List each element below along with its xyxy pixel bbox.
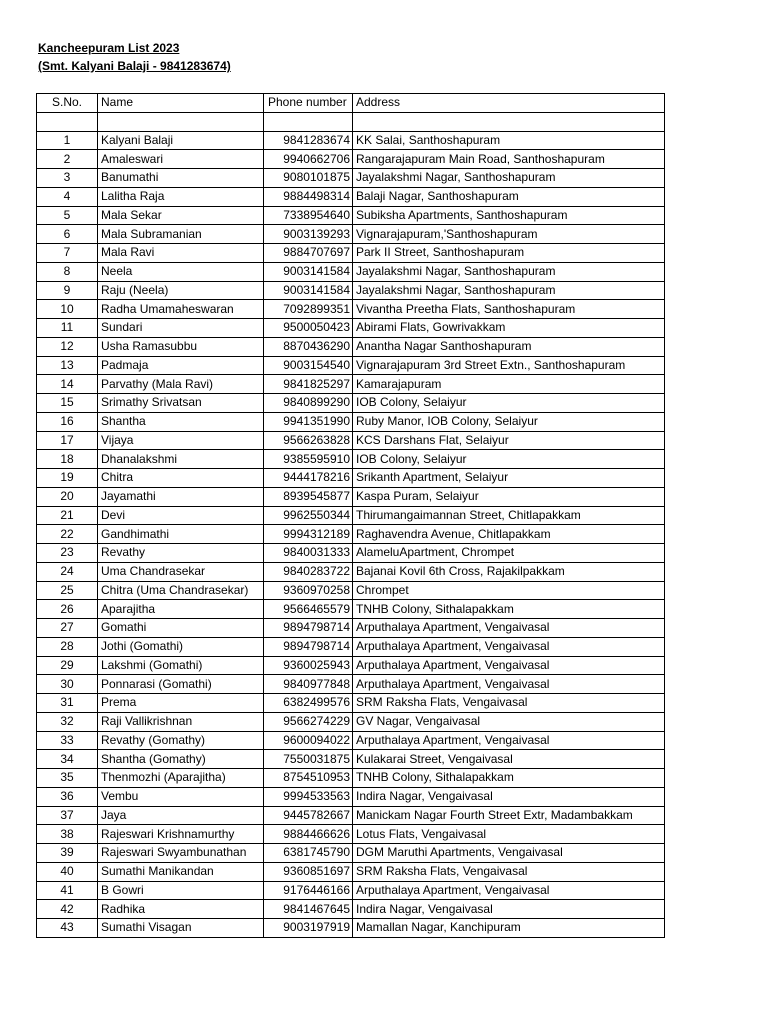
sno-cell: 17	[37, 431, 98, 450]
sno-cell: 33	[37, 731, 98, 750]
name-cell: Mala Ravi	[98, 244, 264, 263]
address-cell: AlameluApartment, Chrompet	[353, 544, 665, 563]
sno-cell: 36	[37, 787, 98, 806]
phone-cell: 9994533563	[264, 787, 353, 806]
address-cell: Mamallan Nagar, Kanchipuram	[353, 919, 665, 938]
address-cell: Anantha Nagar Santhoshapuram	[353, 337, 665, 356]
list-subtitle: (Smt. Kalyani Balaji - 9841283674)	[38, 59, 231, 73]
sno-cell: 39	[37, 844, 98, 863]
address-cell: Rangarajapuram Main Road, Santhoshapuram	[353, 150, 665, 169]
address-cell: DGM Maruthi Apartments, Vengaivasal	[353, 844, 665, 863]
column-header-sno: S.No.	[37, 94, 98, 113]
table-row	[37, 544, 665, 563]
table-row	[37, 300, 665, 319]
name-cell: Radhika	[98, 900, 264, 919]
sno-cell: 23	[37, 544, 98, 563]
sno-cell: 19	[37, 469, 98, 488]
address-cell: KCS Darshans Flat, Selaiyur	[353, 431, 665, 450]
table-row	[37, 712, 665, 731]
table-row	[37, 206, 665, 225]
phone-cell: 9884707697	[264, 244, 353, 263]
name-cell: Rajeswari Krishnamurthy	[98, 825, 264, 844]
address-cell: Arputhalaya Apartment, Vengaivasal	[353, 656, 665, 675]
address-cell: Abirami Flats, Gowrivakkam	[353, 319, 665, 338]
phone-cell: 9385595910	[264, 450, 353, 469]
name-cell: Lakshmi (Gomathi)	[98, 656, 264, 675]
address-cell: Jayalakshmi Nagar, Santhoshapuram	[353, 281, 665, 300]
sno-cell: 2	[37, 150, 98, 169]
table-row	[37, 919, 665, 938]
sno-cell: 20	[37, 487, 98, 506]
sno-cell: 10	[37, 300, 98, 319]
sno-cell: 15	[37, 394, 98, 413]
phone-cell: 9445782667	[264, 806, 353, 825]
table-row	[37, 900, 665, 919]
name-cell: Srimathy Srivatsan	[98, 394, 264, 413]
name-cell: Kalyani Balaji	[98, 131, 264, 150]
column-header-phone: Phone number	[264, 94, 353, 113]
table-row	[37, 225, 665, 244]
address-cell: Raghavendra Avenue, Chitlapakkam	[353, 525, 665, 544]
phone-cell: 9894798714	[264, 619, 353, 638]
name-cell: Lalitha Raja	[98, 187, 264, 206]
phone-cell: 9841467645	[264, 900, 353, 919]
name-cell: Sundari	[98, 319, 264, 338]
sno-cell: 43	[37, 919, 98, 938]
sno-cell: 11	[37, 319, 98, 338]
address-cell: IOB Colony, Selaiyur	[353, 450, 665, 469]
table-row	[37, 412, 665, 431]
sno-cell: 32	[37, 712, 98, 731]
sno-cell: 28	[37, 637, 98, 656]
address-cell: Arputhalaya Apartment, Vengaivasal	[353, 637, 665, 656]
address-cell: Arputhalaya Apartment, Vengaivasal	[353, 881, 665, 900]
phone-cell: 9841825297	[264, 375, 353, 394]
table-row	[37, 825, 665, 844]
name-cell: Vijaya	[98, 431, 264, 450]
name-cell: Padmaja	[98, 356, 264, 375]
phone-cell: 8754510953	[264, 769, 353, 788]
sno-cell: 9	[37, 281, 98, 300]
phone-cell: 7550031875	[264, 750, 353, 769]
phone-cell: 9003197919	[264, 919, 353, 938]
blank-row	[37, 112, 665, 131]
sno-cell: 42	[37, 900, 98, 919]
name-cell: Mala Sekar	[98, 206, 264, 225]
phone-cell: 9176446166	[264, 881, 353, 900]
name-cell: Thenmozhi (Aparajitha)	[98, 769, 264, 788]
address-cell: Balaji Nagar, Santhoshapuram	[353, 187, 665, 206]
phone-cell: 6381745790	[264, 844, 353, 863]
sno-cell: 30	[37, 675, 98, 694]
address-cell: Srikanth Apartment, Selaiyur	[353, 469, 665, 488]
address-cell: SRM Raksha Flats, Vengaivasal	[353, 694, 665, 713]
name-cell: Mala Subramanian	[98, 225, 264, 244]
phone-cell: 9884466626	[264, 825, 353, 844]
name-cell: Amaleswari	[98, 150, 264, 169]
sno-cell: 13	[37, 356, 98, 375]
table-row	[37, 581, 665, 600]
blank-cell	[98, 112, 264, 131]
sno-cell: 4	[37, 187, 98, 206]
name-cell: Ponnarasi (Gomathi)	[98, 675, 264, 694]
sno-cell: 29	[37, 656, 98, 675]
phone-cell: 8870436290	[264, 337, 353, 356]
phone-cell: 9566465579	[264, 600, 353, 619]
table-row	[37, 431, 665, 450]
phone-cell: 7338954640	[264, 206, 353, 225]
table-row	[37, 375, 665, 394]
phone-cell: 8939545877	[264, 487, 353, 506]
name-cell: Uma Chandrasekar	[98, 562, 264, 581]
table-row	[37, 675, 665, 694]
address-cell: Arputhalaya Apartment, Vengaivasal	[353, 731, 665, 750]
address-cell: GV Nagar, Vengaivasal	[353, 712, 665, 731]
address-cell: Vivantha Preetha Flats, Santhoshapuram	[353, 300, 665, 319]
table-row	[37, 881, 665, 900]
phone-cell: 9941351990	[264, 412, 353, 431]
address-cell: Jayalakshmi Nagar, Santhoshapuram	[353, 169, 665, 188]
address-cell: Lotus Flats, Vengaivasal	[353, 825, 665, 844]
blank-cell	[353, 112, 665, 131]
table-row	[37, 487, 665, 506]
phone-cell: 9080101875	[264, 169, 353, 188]
sno-cell: 35	[37, 769, 98, 788]
address-cell: Vignarajapuram,'Santhoshapuram	[353, 225, 665, 244]
phone-cell: 9003139293	[264, 225, 353, 244]
table-row	[37, 356, 665, 375]
phone-cell: 9360851697	[264, 862, 353, 881]
table-row	[37, 450, 665, 469]
list-title: Kancheepuram List 2023	[38, 41, 180, 55]
sno-cell: 3	[37, 169, 98, 188]
address-cell: Kamarajapuram	[353, 375, 665, 394]
table-row	[37, 131, 665, 150]
name-cell: Revathy (Gomathy)	[98, 731, 264, 750]
name-cell: B Gowri	[98, 881, 264, 900]
sno-cell: 21	[37, 506, 98, 525]
table-row	[37, 469, 665, 488]
name-cell: Aparajitha	[98, 600, 264, 619]
address-cell: IOB Colony, Selaiyur	[353, 394, 665, 413]
phone-cell: 9444178216	[264, 469, 353, 488]
address-cell: Subiksha Apartments, Santhoshapuram	[353, 206, 665, 225]
phone-cell: 9500050423	[264, 319, 353, 338]
phone-cell: 9566274229	[264, 712, 353, 731]
header-row	[37, 94, 665, 113]
name-cell: Raji Vallikrishnan	[98, 712, 264, 731]
address-cell: SRM Raksha Flats, Vengaivasal	[353, 862, 665, 881]
address-cell: Jayalakshmi Nagar, Santhoshapuram	[353, 262, 665, 281]
sno-cell: 8	[37, 262, 98, 281]
table-row	[37, 394, 665, 413]
blank-cell	[264, 112, 353, 131]
phone-cell: 9566263828	[264, 431, 353, 450]
address-cell: Chrompet	[353, 581, 665, 600]
address-cell: Kaspa Puram, Selaiyur	[353, 487, 665, 506]
name-cell: Sumathi Manikandan	[98, 862, 264, 881]
sno-cell: 5	[37, 206, 98, 225]
blank-cell	[37, 112, 98, 131]
name-cell: Raju (Neela)	[98, 281, 264, 300]
document-heading	[38, 39, 231, 75]
sno-cell: 37	[37, 806, 98, 825]
name-cell: Rajeswari Swyambunathan	[98, 844, 264, 863]
table-row	[37, 262, 665, 281]
address-cell: Arputhalaya Apartment, Vengaivasal	[353, 675, 665, 694]
name-cell: Radha Umamaheswaran	[98, 300, 264, 319]
name-cell: Shantha	[98, 412, 264, 431]
table-row	[37, 806, 665, 825]
table-row	[37, 319, 665, 338]
name-cell: Prema	[98, 694, 264, 713]
phone-cell: 9003154540	[264, 356, 353, 375]
address-cell: Ruby Manor, IOB Colony, Selaiyur	[353, 412, 665, 431]
name-cell: Jaya	[98, 806, 264, 825]
table-row	[37, 787, 665, 806]
name-cell: Devi	[98, 506, 264, 525]
table-row	[37, 619, 665, 638]
sno-cell: 38	[37, 825, 98, 844]
address-cell: Kulakarai Street, Vengaivasal	[353, 750, 665, 769]
name-cell: Vembu	[98, 787, 264, 806]
phone-cell: 7092899351	[264, 300, 353, 319]
address-cell: Vignarajapuram 3rd Street Extn., Santhoshapuram	[353, 356, 665, 375]
phone-cell: 9840977848	[264, 675, 353, 694]
sno-cell: 1	[37, 131, 98, 150]
name-cell: Chitra	[98, 469, 264, 488]
address-cell: TNHB Colony, Sithalapakkam	[353, 600, 665, 619]
address-cell: Manickam Nagar Fourth Street Extr, Madambakkam	[353, 806, 665, 825]
table-row	[37, 656, 665, 675]
address-cell: Arputhalaya Apartment, Vengaivasal	[353, 619, 665, 638]
sno-cell: 22	[37, 525, 98, 544]
table-row	[37, 637, 665, 656]
phone-cell: 9360025943	[264, 656, 353, 675]
table-row	[37, 337, 665, 356]
name-cell: Jothi (Gomathi)	[98, 637, 264, 656]
phone-cell: 9884498314	[264, 187, 353, 206]
address-cell: Indira Nagar, Vengaivasal	[353, 900, 665, 919]
table-row	[37, 169, 665, 188]
phone-cell: 9360970258	[264, 581, 353, 600]
table-row	[37, 506, 665, 525]
table-row	[37, 750, 665, 769]
address-cell: Thirumangaimannan Street, Chitlapakkam	[353, 506, 665, 525]
sno-cell: 24	[37, 562, 98, 581]
name-cell: Banumathi	[98, 169, 264, 188]
phone-cell: 9940662706	[264, 150, 353, 169]
phone-cell: 9600094022	[264, 731, 353, 750]
sno-cell: 12	[37, 337, 98, 356]
name-cell: Parvathy (Mala Ravi)	[98, 375, 264, 394]
sno-cell: 27	[37, 619, 98, 638]
sno-cell: 18	[37, 450, 98, 469]
name-cell: Sumathi Visagan	[98, 919, 264, 938]
table-body	[37, 131, 665, 937]
name-cell: Dhanalakshmi	[98, 450, 264, 469]
table-row	[37, 694, 665, 713]
phone-cell: 9003141584	[264, 281, 353, 300]
contact-table	[36, 93, 665, 938]
sno-cell: 31	[37, 694, 98, 713]
phone-cell: 9894798714	[264, 637, 353, 656]
sno-cell: 26	[37, 600, 98, 619]
name-cell: Gandhimathi	[98, 525, 264, 544]
sno-cell: 6	[37, 225, 98, 244]
sno-cell: 16	[37, 412, 98, 431]
sno-cell: 7	[37, 244, 98, 263]
sno-cell: 41	[37, 881, 98, 900]
sno-cell: 25	[37, 581, 98, 600]
sno-cell: 34	[37, 750, 98, 769]
phone-cell: 9840899290	[264, 394, 353, 413]
table-row	[37, 525, 665, 544]
phone-cell: 9841283674	[264, 131, 353, 150]
name-cell: Usha Ramasubbu	[98, 337, 264, 356]
column-header-address: Address	[353, 94, 665, 113]
address-cell: Bajanai Kovil 6th Cross, Rajakilpakkam	[353, 562, 665, 581]
phone-cell: 9003141584	[264, 262, 353, 281]
address-cell: KK Salai, Santhoshapuram	[353, 131, 665, 150]
column-header-name: Name	[98, 94, 264, 113]
phone-cell: 9962550344	[264, 506, 353, 525]
address-cell: Park II Street, Santhoshapuram	[353, 244, 665, 263]
phone-cell: 9840031333	[264, 544, 353, 563]
address-cell: Indira Nagar, Vengaivasal	[353, 787, 665, 806]
name-cell: Gomathi	[98, 619, 264, 638]
sno-cell: 14	[37, 375, 98, 394]
sno-cell: 40	[37, 862, 98, 881]
table-row	[37, 844, 665, 863]
address-cell: TNHB Colony, Sithalapakkam	[353, 769, 665, 788]
table-row	[37, 281, 665, 300]
name-cell: Revathy	[98, 544, 264, 563]
table-row	[37, 150, 665, 169]
table-row	[37, 769, 665, 788]
phone-cell: 9840283722	[264, 562, 353, 581]
table-row	[37, 562, 665, 581]
phone-cell: 6382499576	[264, 694, 353, 713]
name-cell: Jayamathi	[98, 487, 264, 506]
phone-cell: 9994312189	[264, 525, 353, 544]
name-cell: Shantha (Gomathy)	[98, 750, 264, 769]
table-row	[37, 187, 665, 206]
table-row	[37, 862, 665, 881]
table-row	[37, 600, 665, 619]
name-cell: Chitra (Uma Chandrasekar)	[98, 581, 264, 600]
name-cell: Neela	[98, 262, 264, 281]
table-row	[37, 244, 665, 263]
table-row	[37, 731, 665, 750]
